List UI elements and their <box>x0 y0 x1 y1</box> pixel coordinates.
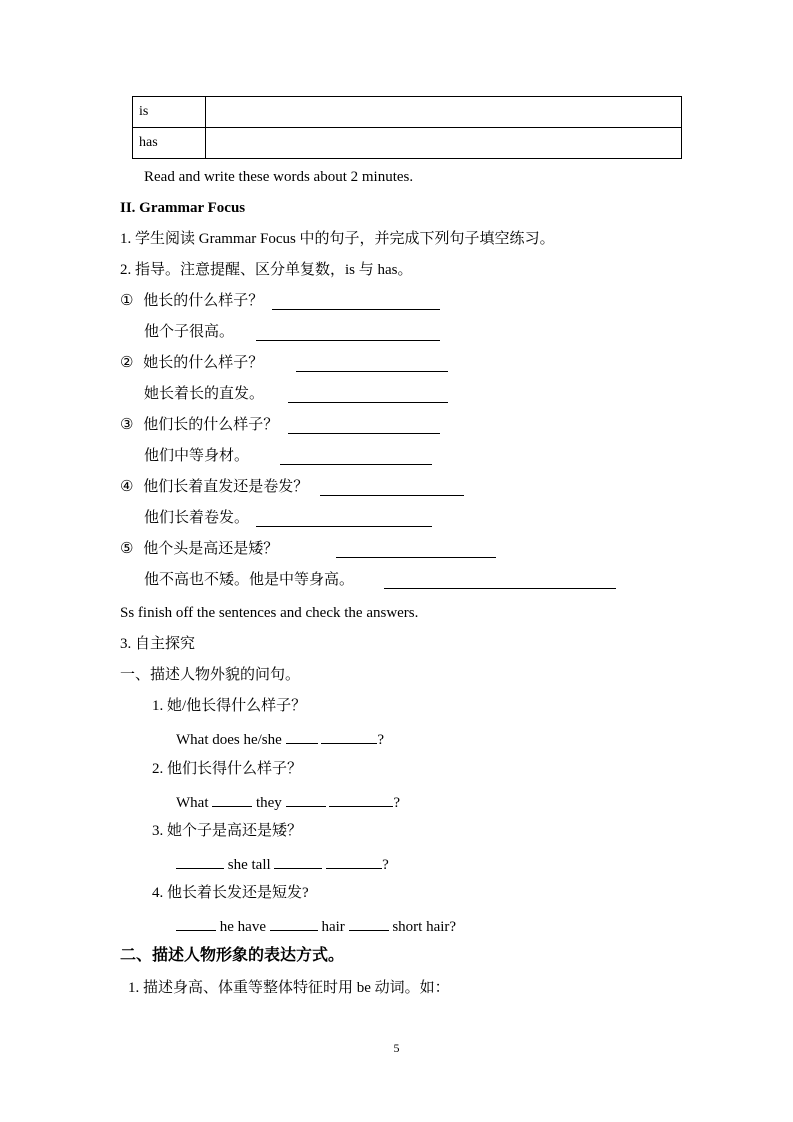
item-answer: 他不高也不矮。他是中等身高。 <box>144 572 355 588</box>
page-number: 5 <box>393 1041 400 1055</box>
item-question: 他个头是高还是矮？ <box>143 541 279 557</box>
table-row <box>133 128 682 159</box>
answer-blank[interactable] <box>274 853 322 869</box>
table-row <box>133 97 682 128</box>
sub-question-cn: 3. 她个子是高还是矮？ <box>152 823 303 839</box>
answer-blank[interactable] <box>296 356 448 372</box>
item-question: 她长的什么样子？ <box>143 355 264 371</box>
step-2: 2. 指导。注意提醒、区分单复数，is 与 has。 <box>120 262 413 278</box>
vocab-word: has <box>133 128 206 159</box>
item-question: 他们长着直发还是卷发？ <box>143 479 309 495</box>
item-question: 他们长的什么样子？ <box>143 417 279 433</box>
item-answer: 她长着长的直发。 <box>144 386 265 402</box>
answer-blank[interactable] <box>280 449 432 465</box>
list-item <box>120 415 278 435</box>
answer-blank[interactable] <box>349 915 389 931</box>
sub-question-cn: 4. 他长着长发还是短发? <box>152 885 309 901</box>
answer-blank[interactable] <box>321 728 377 744</box>
item-number: ④ <box>120 479 134 495</box>
section-title: II. Grammar Focus <box>120 200 246 216</box>
part-1-title: 一、描述人物外貌的问句。 <box>120 667 301 683</box>
step-1: 1. 学生阅读 Grammar Focus 中的句子，并完成下列句子填空练习。 <box>120 231 555 247</box>
item-answer: 他们长着卷发。 <box>144 510 250 526</box>
answer-blank[interactable] <box>329 791 393 807</box>
answer-blank[interactable] <box>256 511 432 527</box>
answer-blank[interactable] <box>286 791 326 807</box>
answer-blank[interactable] <box>384 573 616 589</box>
answer-blank[interactable] <box>272 294 440 310</box>
answer-blank[interactable] <box>270 915 318 931</box>
sub-question-en: he have hair short hair? <box>176 915 456 937</box>
vocab-table <box>132 96 682 159</box>
list-item <box>120 477 308 497</box>
item-question: 他长的什么样子？ <box>143 293 264 309</box>
sub-question-cn: 1. 她/他长得什么样子？ <box>152 698 307 714</box>
item-number: ⑤ <box>120 541 134 557</box>
sub-question-en: she tall ? <box>176 853 389 875</box>
item-number: ① <box>120 293 134 309</box>
vocab-blank-cell[interactable] <box>206 97 682 128</box>
answer-blank[interactable] <box>256 325 440 341</box>
item-answer: 他个子很高。 <box>144 324 235 340</box>
item-number: ③ <box>120 417 134 433</box>
list-item <box>120 539 278 559</box>
item-number: ② <box>120 355 134 371</box>
ss-note: Ss finish off the sentences and check the answers. <box>120 605 419 621</box>
answer-blank[interactable] <box>320 480 464 496</box>
item-answer: 他们中等身材。 <box>144 448 250 464</box>
list-item <box>120 291 263 311</box>
answer-blank[interactable] <box>286 728 318 744</box>
sub-question-en: What they ? <box>176 791 400 813</box>
part-2-item-1: 1. 描述身高、体重等整体特征时用 be 动词。如： <box>128 980 450 996</box>
answer-blank[interactable] <box>288 418 440 434</box>
vocab-word: is <box>133 97 206 128</box>
answer-blank[interactable] <box>336 542 496 558</box>
sub-question-cn: 2. 他们长得什么样子？ <box>152 761 303 777</box>
vocab-blank-cell[interactable] <box>206 128 682 159</box>
answer-blank[interactable] <box>326 853 382 869</box>
answer-blank[interactable] <box>212 791 252 807</box>
answer-blank[interactable] <box>288 387 448 403</box>
read-note: Read and write these words about 2 minutes. <box>144 169 414 185</box>
step-3: 3. 自主探究 <box>120 636 196 652</box>
sub-question-en: What does he/she ? <box>176 728 384 750</box>
answer-blank[interactable] <box>176 853 224 869</box>
answer-blank[interactable] <box>176 915 216 931</box>
part-2-title: 二、描述人物形象的表达方式。 <box>120 947 345 964</box>
list-item <box>120 353 263 373</box>
